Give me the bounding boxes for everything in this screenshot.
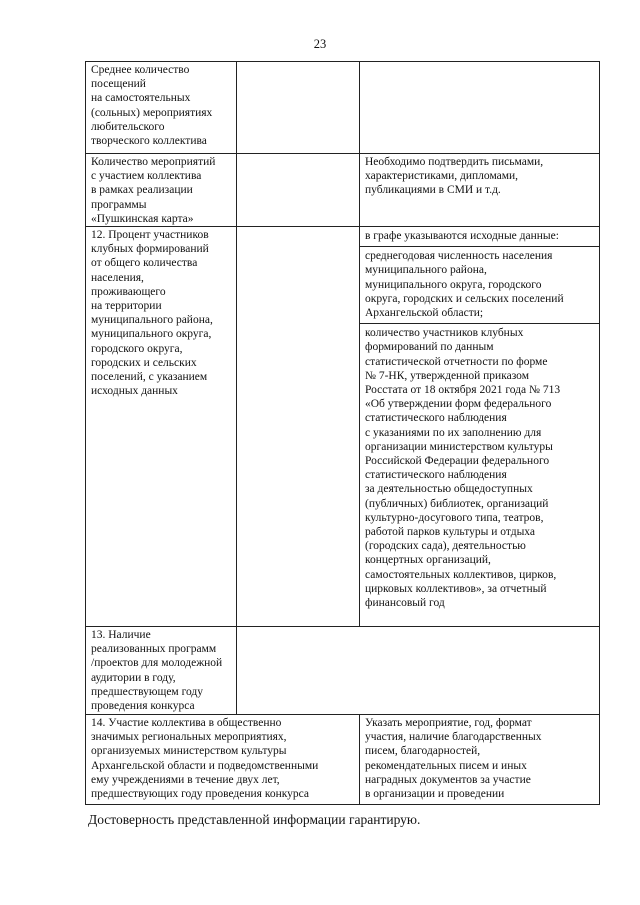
label-line: городского округа, bbox=[91, 342, 183, 355]
row-value-cell[interactable] bbox=[237, 62, 360, 154]
row-value-cell[interactable] bbox=[237, 227, 360, 627]
label-line: предшествующем году bbox=[91, 685, 204, 698]
note-line: культурно-досугового типа, театров, bbox=[365, 511, 544, 524]
row-note-cell bbox=[360, 154, 600, 227]
note-line: статистического наблюдения bbox=[365, 469, 507, 482]
note-line: работой парков культуры и отдыха bbox=[365, 526, 535, 539]
note-line: публикациями в СМИ и т.д. bbox=[365, 184, 501, 197]
note-line: формирований по данным bbox=[365, 341, 494, 354]
label-line: значимых региональных мероприятиях, bbox=[91, 731, 287, 744]
label-line: с участием коллектива bbox=[91, 170, 202, 183]
label-line: предшествующих году проведения конкурса bbox=[91, 788, 310, 801]
label-line: Количество мероприятий bbox=[91, 156, 216, 168]
note-line: Российской Федерации федерального bbox=[365, 455, 550, 468]
label-line: муниципального района, bbox=[91, 314, 213, 327]
note-line: самостоятельных коллективов, цирков, bbox=[365, 568, 557, 581]
label-line: программы bbox=[91, 198, 147, 211]
row-label-cell bbox=[86, 62, 237, 154]
row-note-cell bbox=[360, 62, 600, 154]
label-line: Архангельской области и подведомственными bbox=[91, 759, 319, 772]
table-row bbox=[86, 715, 600, 805]
note-line: № 7-НК, утвержденной приказом bbox=[365, 369, 529, 382]
label-line: проживающего bbox=[91, 285, 166, 298]
note-line: цирковых коллективов», за отчетный bbox=[365, 582, 547, 595]
row-label-cell bbox=[86, 715, 360, 805]
label-line: 14. Участие коллектива в общественно bbox=[91, 717, 282, 730]
note-line: за деятельностью общедоступных bbox=[365, 483, 533, 496]
note-line: участия, наличие благодарственных bbox=[365, 731, 542, 744]
note-line: муниципального района, bbox=[365, 264, 487, 277]
label-line: аудитории в году, bbox=[91, 671, 176, 684]
note-line: муниципального округа, городского bbox=[365, 278, 542, 291]
note-paragraph bbox=[360, 227, 599, 247]
note-line: статистической отчетности по форме bbox=[365, 355, 548, 368]
label-line: в рамках реализации bbox=[91, 184, 193, 197]
note-line: статистического наблюдения bbox=[365, 412, 507, 425]
note-line: в организации и проведении bbox=[365, 788, 505, 801]
label-line: «Пушкинская карта» bbox=[91, 212, 194, 225]
note-line: писем, благодарностей, bbox=[365, 745, 481, 758]
label-line: /проектов для молодежной bbox=[91, 657, 223, 670]
note-line: (городских сада), деятельностью bbox=[365, 540, 526, 553]
note-line: (публичных) библиотек, организаций bbox=[365, 497, 549, 510]
note-paragraph bbox=[360, 324, 599, 613]
row-label-cell bbox=[86, 227, 237, 627]
note-line: концертных организаций, bbox=[365, 554, 491, 567]
note-line: с указаниями по их заполнению для bbox=[365, 426, 542, 439]
row-note-cell bbox=[360, 227, 600, 627]
label-line: исходных данных bbox=[91, 385, 178, 398]
row-label-cell bbox=[86, 154, 237, 227]
label-line: ему учреждениями в течение двух лет, bbox=[91, 773, 280, 786]
label-line: поселений, с указанием bbox=[91, 371, 208, 384]
note-line: «Об утверждении форм федерального bbox=[365, 398, 552, 411]
label-line: на территории bbox=[91, 300, 162, 313]
row-value-cell[interactable] bbox=[237, 154, 360, 227]
note-line: организации министерством культуры bbox=[365, 440, 553, 453]
guarantee-statement: Достоверность представленной информации гарантирую. bbox=[88, 812, 421, 827]
label-line: от общего количества bbox=[91, 257, 198, 270]
row-value-cell[interactable] bbox=[237, 627, 600, 715]
note-line: финансовый год bbox=[365, 597, 445, 610]
label-line: на самостоятельных bbox=[91, 92, 191, 105]
note-line: количество участников клубных bbox=[365, 327, 524, 340]
label-line: организуемых министерством культуры bbox=[91, 745, 287, 758]
note-line: Указать мероприятие, год, формат bbox=[365, 717, 532, 730]
table-row bbox=[86, 62, 600, 154]
note-line: Росстата от 18 октября 2021 года № 713 bbox=[365, 384, 561, 397]
note-line: Необходимо подтвердить письмами, bbox=[365, 156, 544, 168]
label-line: (сольных) мероприятиях bbox=[91, 106, 213, 119]
label-line: муниципального округа, bbox=[91, 328, 212, 341]
table-row bbox=[86, 154, 600, 227]
note-line: характеристиками, дипломами, bbox=[365, 170, 519, 183]
table-row bbox=[86, 227, 600, 627]
label-line: реализованных программ bbox=[91, 643, 217, 656]
note-line: среднегодовая численность населения bbox=[365, 250, 553, 263]
label-line: населения, bbox=[91, 271, 144, 284]
form-table bbox=[85, 61, 600, 805]
table-row bbox=[86, 627, 600, 715]
note-line: в графе указываются исходные данные: bbox=[365, 230, 559, 243]
page-number: 23 bbox=[313, 37, 327, 51]
label-line: посещений bbox=[91, 78, 146, 91]
label-line: 12. Процент участников bbox=[91, 229, 209, 242]
label-line: городских и сельских bbox=[91, 356, 197, 369]
row-label-cell bbox=[86, 627, 237, 715]
label-line: клубных формирований bbox=[91, 243, 209, 256]
label-line: 13. Наличие bbox=[91, 629, 151, 642]
note-paragraph bbox=[360, 247, 599, 324]
label-line: проведения конкурса bbox=[91, 700, 195, 713]
label-line: любительского bbox=[91, 120, 165, 133]
note-line: Архангельской области; bbox=[365, 307, 484, 320]
label-line: Среднее количество bbox=[91, 64, 190, 76]
note-line: рекомендательных писем и иных bbox=[365, 759, 527, 772]
label-line: творческого коллектива bbox=[91, 135, 207, 148]
row-note-cell bbox=[360, 715, 600, 805]
note-line: округа, городских и сельских поселений bbox=[365, 292, 564, 305]
note-line: наградных документов за участие bbox=[365, 773, 531, 786]
